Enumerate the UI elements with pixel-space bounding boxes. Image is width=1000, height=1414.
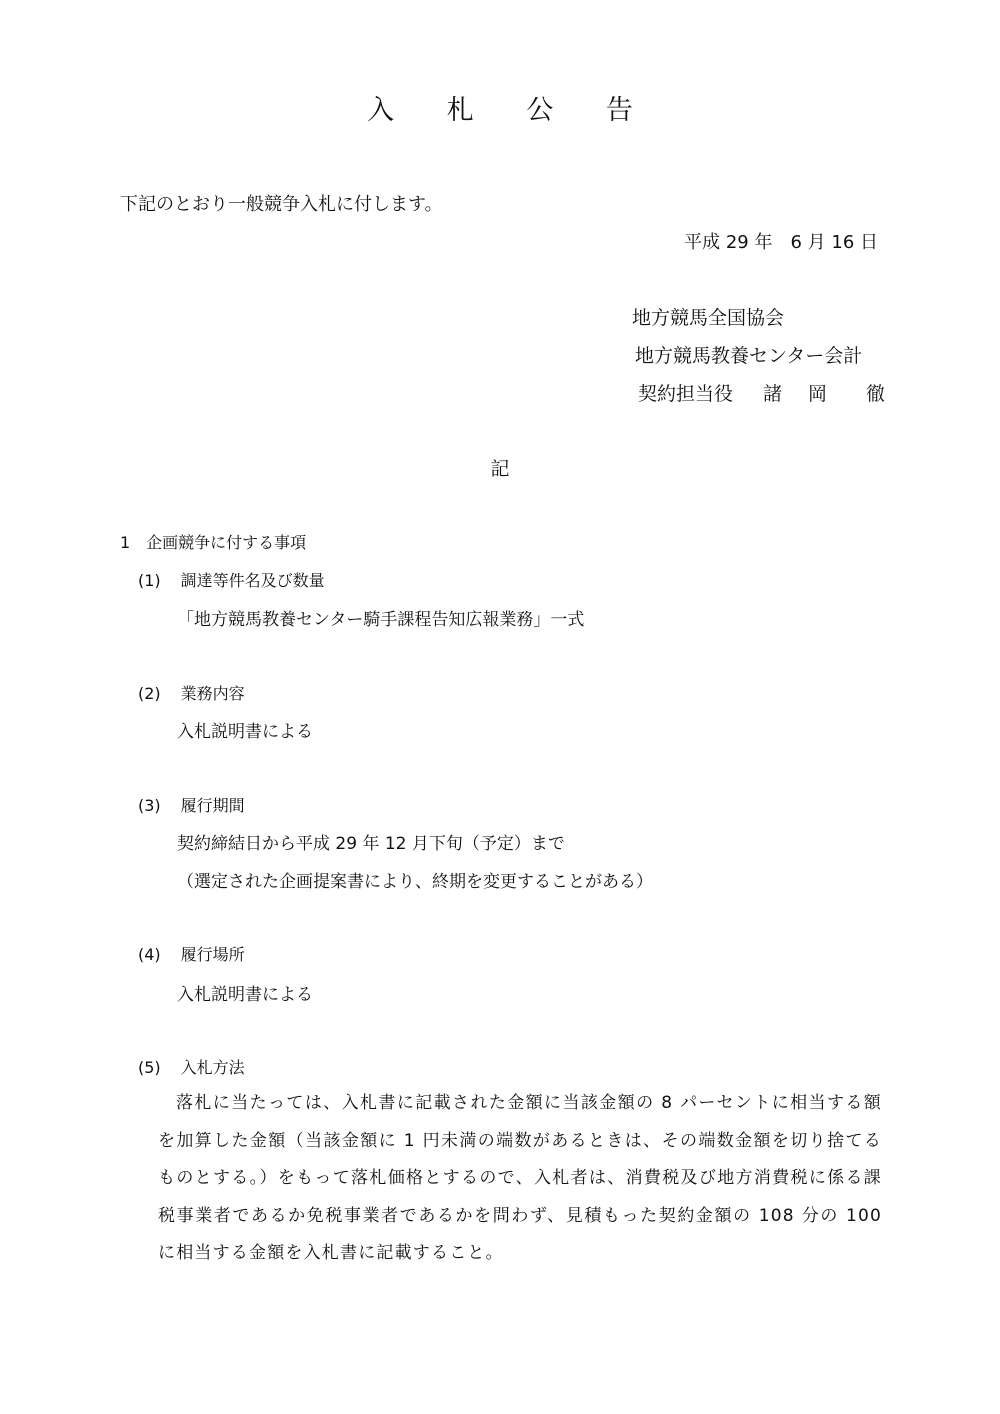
ki-heading: 記	[490, 458, 510, 480]
item-text: 入札説明書による	[177, 722, 313, 742]
item-heading	[138, 568, 325, 591]
issuer-organization: 地方競馬全国協会	[632, 307, 785, 329]
item-label: 履行場所	[180, 945, 245, 964]
issuer-department: 地方競馬教養センター会計	[635, 345, 863, 367]
section-heading: 1 企画競争に付する事項	[120, 533, 307, 552]
issuer-signatory	[638, 379, 895, 406]
item-label: 入札方法	[180, 1058, 245, 1077]
item-number: (4)	[138, 945, 161, 964]
item-number: (3)	[138, 796, 161, 815]
item-label: 調達等件名及び数量	[180, 571, 325, 590]
item-text: 契約締結日から平成 29 年 12 月下旬（予定）まで	[177, 834, 565, 854]
lead-sentence: 下記のとおり一般競争入札に付します。	[120, 194, 443, 215]
document-title: 入 札 公 告	[367, 95, 655, 126]
item-text: 「地方競馬教養センター騎手課程告知広報業務」一式	[177, 610, 585, 630]
item-label: 履行期間	[180, 796, 245, 815]
item-heading	[138, 1055, 245, 1078]
signatory-role: 契約担当役	[638, 383, 734, 405]
item-text: （選定された企画提案書により、終期を変更することがある）	[177, 872, 653, 892]
item-label: 業務内容	[180, 684, 245, 703]
issue-date: 平成 29 年 6 月 16 日	[684, 232, 878, 253]
item-number: (5)	[138, 1058, 161, 1077]
bidding-method-paragraph: 落札に当たっては、入札書に記載された金額に当該金額の 8 パーセントに相当する額を加算した金額（当該金額に 1 円未満の端数があるときは、その端数金額を切り捨てるものとする。）をもって落札価格とするので、入札者は、消費税及び地方消費税に係る課税事業者であるか免税事業者であるかを問わず、見積もった契約金額の 108 分の 100 に相当する金額を入札書に記載すること。	[158, 1093, 882, 1263]
item-number: (2)	[138, 684, 161, 703]
item-number: (1)	[138, 571, 161, 590]
item-heading	[138, 793, 245, 816]
item-heading	[138, 681, 245, 704]
item-heading	[138, 942, 245, 965]
signatory-name: 諸 岡 徹	[763, 383, 896, 405]
item-text: 入札説明書による	[177, 985, 313, 1005]
